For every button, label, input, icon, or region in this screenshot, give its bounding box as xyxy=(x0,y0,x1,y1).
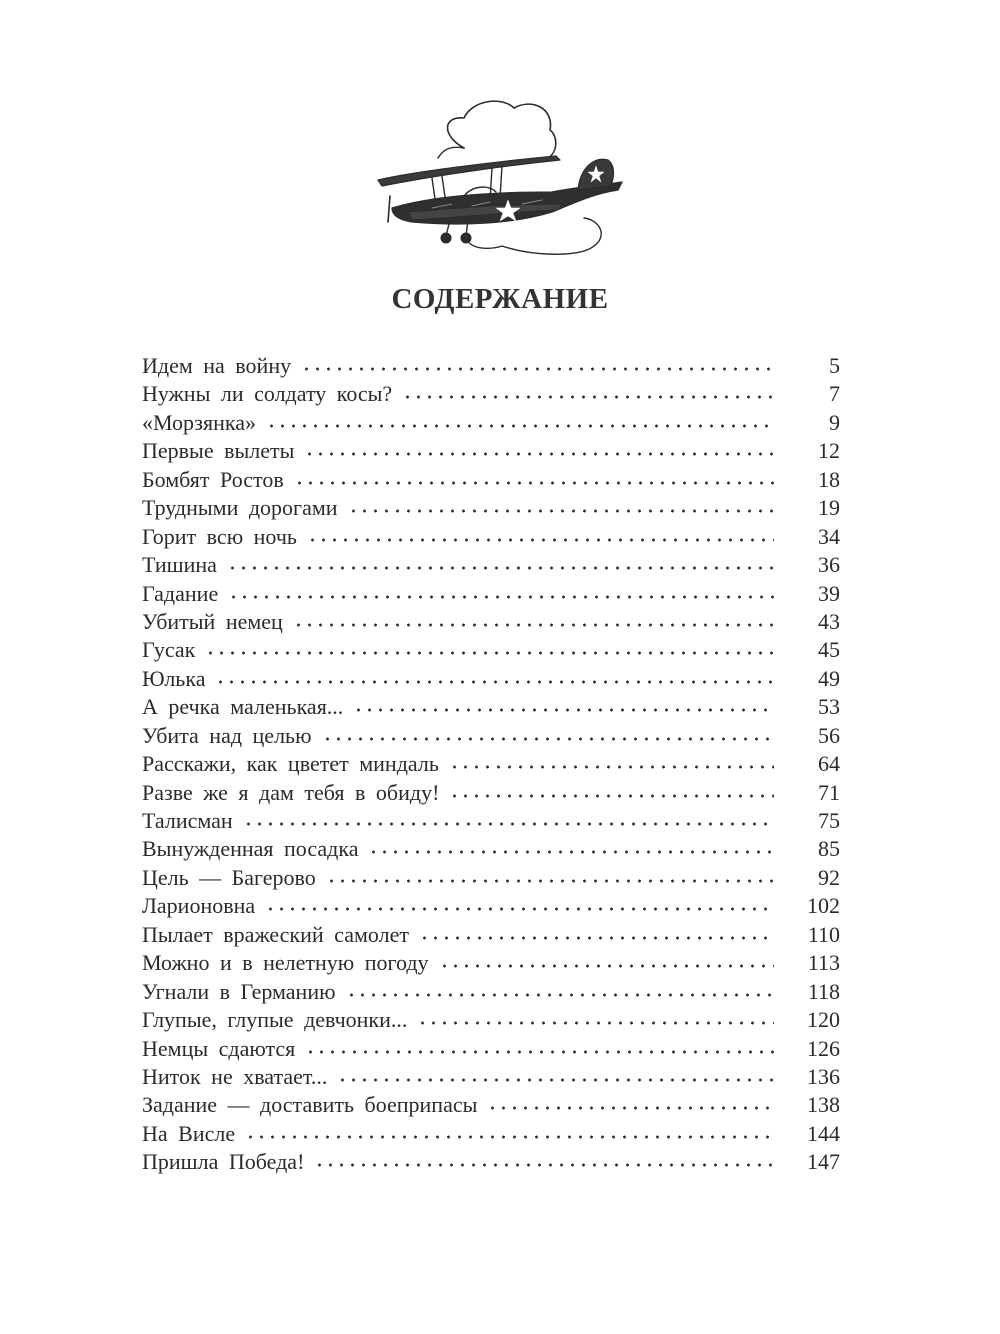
toc-entry-page: 85 xyxy=(818,836,840,862)
toc-entry-title: Гадание xyxy=(142,580,219,606)
toc-entry[interactable] xyxy=(142,807,840,835)
dot-leader xyxy=(419,936,774,940)
dot-leader xyxy=(307,538,774,542)
toc-entry[interactable] xyxy=(142,949,840,977)
dot-leader xyxy=(368,850,774,854)
toc-entry[interactable] xyxy=(142,722,840,750)
toc-entry-title: На Висле xyxy=(142,1120,236,1146)
toc-entry-title: Юлька xyxy=(142,665,206,691)
toc-entry-page: 18 xyxy=(818,466,840,492)
toc-entry[interactable] xyxy=(142,380,840,408)
toc-entry-title: Убита над целью xyxy=(142,722,312,748)
toc-entry-title: Глупые, глупые девчонки... xyxy=(142,1007,408,1033)
dot-leader xyxy=(215,680,774,684)
toc-entry[interactable] xyxy=(142,636,840,664)
toc-entry[interactable] xyxy=(142,437,840,465)
toc-entry-page: 144 xyxy=(807,1120,840,1146)
toc-entry[interactable] xyxy=(142,978,840,1006)
dot-leader xyxy=(265,907,774,911)
toc-entry-page: 136 xyxy=(807,1063,840,1089)
toc-entry[interactable] xyxy=(142,523,840,551)
toc-entry-page: 102 xyxy=(807,893,840,919)
toc-entry[interactable] xyxy=(142,1120,840,1148)
toc-entry-title: Пришла Победа! xyxy=(142,1149,305,1175)
toc-entry-page: 12 xyxy=(818,438,840,464)
toc-entry[interactable] xyxy=(142,409,840,437)
toc-entry[interactable] xyxy=(142,779,840,807)
toc-entry-page: 113 xyxy=(807,950,840,976)
dot-leader xyxy=(314,1163,774,1167)
toc-entry[interactable] xyxy=(142,551,840,579)
toc-entry-page: 92 xyxy=(818,864,840,890)
toc-entry-page: 34 xyxy=(818,523,840,549)
dot-leader xyxy=(245,1135,774,1139)
dot-leader xyxy=(305,1050,774,1054)
dot-leader xyxy=(266,424,774,428)
toc-entry[interactable] xyxy=(142,1091,840,1119)
dot-leader xyxy=(228,595,774,599)
toc-entry-page: 45 xyxy=(818,637,840,663)
dot-leader xyxy=(243,822,774,826)
toc-entry-title: Нужны ли солдату косы? xyxy=(142,381,393,407)
toc-entry[interactable] xyxy=(142,1006,840,1034)
toc-entry-title: Первые вылеты xyxy=(142,438,295,464)
toc-entry-page: 19 xyxy=(818,495,840,521)
page-title: СОДЕРЖАНИЕ xyxy=(391,283,609,315)
toc-entry-title: Немцы сдаются xyxy=(142,1035,296,1061)
toc-entry-title: Ларионовна xyxy=(142,893,256,919)
toc-entry-title: Вынужденная посадка xyxy=(142,836,359,862)
toc-entry-title: Бомбят Ростов xyxy=(142,466,284,492)
toc-entry-title: «Морзянка» xyxy=(142,409,256,435)
toc-entry-title: Горит всю ночь xyxy=(142,523,297,549)
dot-leader xyxy=(346,993,774,997)
toc-entry[interactable] xyxy=(142,608,840,636)
dot-leader xyxy=(326,879,774,883)
toc-entry-title: Гусак xyxy=(142,637,196,663)
dot-leader xyxy=(348,509,774,513)
toc-entry-page: 39 xyxy=(818,580,840,606)
dot-leader xyxy=(322,737,774,741)
dot-leader xyxy=(449,794,774,798)
toc-entry-page: 138 xyxy=(807,1092,840,1118)
dot-leader xyxy=(353,708,774,712)
toc-entry-page: 56 xyxy=(818,722,840,748)
toc-entry-page: 110 xyxy=(807,921,840,947)
toc-entry[interactable] xyxy=(142,580,840,608)
toc-entry[interactable] xyxy=(142,494,840,522)
toc-entry-title: Убитый немец xyxy=(142,608,283,634)
toc-entry-title: Цель — Багерово xyxy=(142,864,316,890)
toc-entry-title: Тишина xyxy=(142,552,217,578)
toc-entry[interactable] xyxy=(142,466,840,494)
dot-leader xyxy=(439,964,774,968)
toc-entry-title: Ниток не хватает... xyxy=(142,1063,328,1089)
toc-entry-page: 71 xyxy=(818,779,840,805)
dot-leader xyxy=(293,623,774,627)
dot-leader xyxy=(417,1021,774,1025)
toc-entry-title: Идем на войну xyxy=(142,353,292,378)
toc-entry-title: А речка маленькая... xyxy=(142,694,344,720)
toc-entry-page: 5 xyxy=(829,353,840,378)
dot-leader xyxy=(402,395,774,399)
toc-entry-page: 75 xyxy=(818,808,840,833)
dot-leader xyxy=(227,566,774,570)
dot-leader xyxy=(205,651,774,655)
toc-entry-page: 147 xyxy=(807,1149,840,1175)
toc-entry[interactable] xyxy=(142,835,840,863)
toc-entry-page: 64 xyxy=(818,751,840,777)
toc-entry-page: 49 xyxy=(818,665,840,691)
toc-entry-title: Угнали в Германию xyxy=(142,978,336,1004)
toc-entry-title: Разве же я дам тебя в обиду! xyxy=(142,779,440,805)
dot-leader xyxy=(449,765,774,769)
toc-entry[interactable] xyxy=(142,1063,840,1091)
toc-entry-page: 36 xyxy=(818,552,840,578)
toc-entry-page: 9 xyxy=(829,409,840,435)
toc-entry[interactable] xyxy=(142,921,840,949)
dot-leader xyxy=(301,367,774,371)
toc-entry-page: 43 xyxy=(818,608,840,634)
toc-entry-title: Можно и в нелетную погоду xyxy=(142,950,429,976)
dot-leader xyxy=(337,1078,774,1082)
dot-leader xyxy=(294,481,774,485)
toc-entry-page: 7 xyxy=(829,381,840,407)
toc-entry-title: Расскажи, как цветет миндаль xyxy=(142,751,439,777)
toc-entry-title: Талисман xyxy=(142,808,233,833)
biplane-illustration xyxy=(372,96,630,262)
toc-entry[interactable] xyxy=(142,665,840,693)
toc-entry[interactable] xyxy=(142,693,840,721)
toc-entry[interactable] xyxy=(142,864,840,892)
toc-entry-page: 120 xyxy=(807,1007,840,1033)
toc-entry[interactable] xyxy=(142,1148,840,1176)
toc-entry[interactable] xyxy=(142,352,840,380)
toc-entry-title: Задание — доставить боеприпасы xyxy=(142,1092,478,1118)
toc-entry[interactable] xyxy=(142,892,840,920)
toc-entry-page: 126 xyxy=(807,1035,840,1061)
dot-leader xyxy=(304,452,774,456)
dot-leader xyxy=(487,1106,774,1110)
toc-entry-page: 118 xyxy=(807,978,840,1004)
toc-entry[interactable] xyxy=(142,1035,840,1063)
toc-entry-page: 53 xyxy=(818,694,840,720)
table-of-contents xyxy=(142,352,840,1177)
toc-entry-title: Пылает вражеский самолет xyxy=(142,921,409,947)
toc-entry-title: Трудными дорогами xyxy=(142,495,338,521)
toc-entry[interactable] xyxy=(142,750,840,778)
